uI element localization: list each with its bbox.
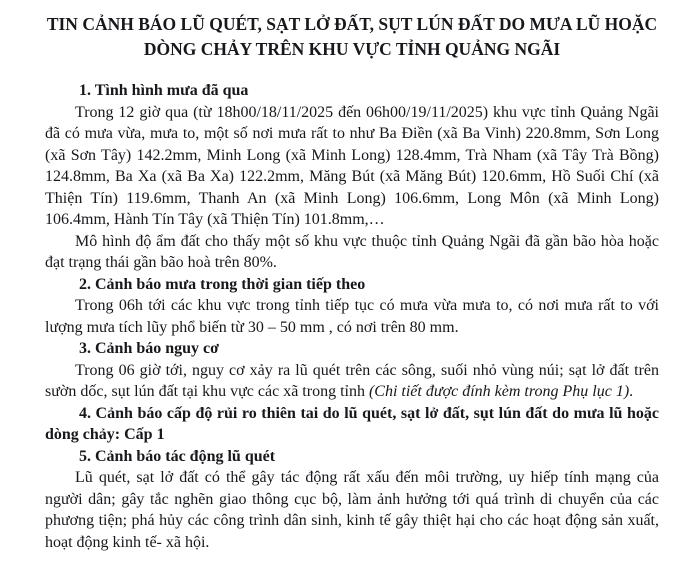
appendix-note-italic: (Chi tiết được đính kèm trong Phụ lục 1) xyxy=(368,383,630,400)
section-2-heading: 2. Cảnh báo mưa trong thời gian tiếp theo xyxy=(79,275,366,293)
section-3-paragraph-risk xyxy=(45,360,659,403)
risk-text: Trong 06 giờ tới, nguy cơ xảy ra lũ quét trên các sông, suối nhỏ vùng núi; sạt lở đất trên sườn dốc, sụt lún đất tại khu vực các xã trong tỉnh xyxy=(45,361,659,400)
title-line-1: TIN CẢNH BÁO LŨ QUÉT, SẠT LỞ ĐẤT, SỤT LÚN ĐẤT DO MƯA LŨ HOẶC xyxy=(46,14,658,34)
title-line-2: DÒNG CHẢY TRÊN KHU VỰC TỈNH QUẢNG NGÃI xyxy=(143,39,561,59)
section-3-heading: 3. Cảnh báo nguy cơ xyxy=(79,340,220,357)
page-title xyxy=(45,12,659,62)
risk-text-end: . xyxy=(629,383,634,400)
section-2-paragraph-forecast: Trong 06h tới các khu vực trong tỉnh tiếp tục có mưa vừa mưa to, có nơi mưa rất to với lượng mưa tích lũy phổ biến từ 30 – 50 mm , có nơi trên 80 mm. xyxy=(45,297,659,336)
section-5-heading: 5. Cảnh báo tác động lũ quét xyxy=(79,447,276,465)
section-1-paragraph-rainfall: Trong 12 giờ qua (từ 18h00/18/11/2025 đến 06h00/19/11/2025) khu vực tỉnh Quảng Ngãi đã có mưa vừa, mưa to, một số nơi mưa rất to như Ba Điền (xã Ba Vinh) 220.8mm, Sơn Long (xã Sơn Tây) 142.2mm, Minh Long (xã Minh Long) 128.4mm, Trà Nham (xã Tây Trà Bồng) 124.8mm, Ba Xa (xã Ba Xa) 122.2mm, Măng Bút (xã Măng Bút) 120.6mm, Hồ Suối Chí (xã Thiện Tín) 119.6mm, Thanh An (xã Minh Long) 106.6mm, Long Môn (xã Minh Long) 106.4mm, Hành Tín Tây (xã Thiện Tín) 101.8mm,… xyxy=(45,103,659,228)
section-4-heading: 4. Cảnh báo cấp độ rủi ro thiên tai do lũ quét, sạt lở đất, sụt lún đất do mưa lũ hoặc dòng chảy: Cấp 1 xyxy=(45,404,659,443)
section-1-paragraph-soil-moisture: Mô hình độ ẩm đất cho thấy một số khu vực thuộc tỉnh Quảng Ngãi đã gần bão hòa hoặc đạt trạng thái gần bão hoà trên 80%. xyxy=(45,232,659,271)
document-body xyxy=(45,80,659,553)
section-1-heading: 1. Tình hình mưa đã qua xyxy=(79,82,249,99)
section-5-paragraph-impact: Lũ quét, sạt lở đất có thể gây tác động rất xấu đến môi trường, uy hiếp tính mạng của người dân; gây tắc nghẽn giao thông cục bộ, làm ảnh hưởng tới quá trình di chuyển của các phương tiện; phá hủy các công trình dân sinh, kinh tế gây thiệt hại cho các hoạt động sản xuất, hoạt động kinh tế- xã hội. xyxy=(45,469,659,551)
